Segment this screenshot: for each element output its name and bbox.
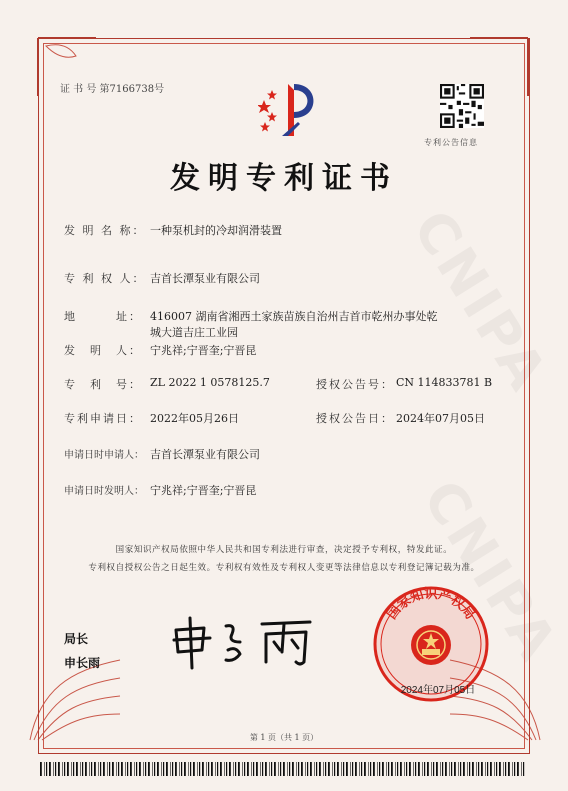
patent-number-value: ZL 2022 1 0578125.7 [150, 376, 270, 389]
notice-line-1: 国家知识产权局依照中华人民共和国专利法进行审查，决定授予专利权，特发此证。 [115, 545, 453, 555]
invention-name-value: 一种泵机封的冷却润滑装置 [150, 224, 282, 237]
qr-code-icon[interactable] [440, 84, 484, 128]
address-label: 地 址： [64, 310, 142, 323]
filing-date-value: 2022年05月26日 [150, 412, 239, 425]
certificate-number: 证 书 号 第7166738号 [60, 84, 165, 95]
patent-number-label: 专 利 号： [64, 378, 142, 391]
grant-pub-date-value: 2024年07月05日 [396, 412, 485, 425]
seal-text: 国家知识产权局 [384, 586, 478, 623]
page-number: 第 1 页（共 1 页） [249, 733, 319, 742]
inventor-label: 发 明 人： [64, 344, 142, 357]
qr-label: 专利公告信息 [424, 138, 478, 147]
patentee-label: 专 利 权 人： [64, 272, 146, 285]
inventor-at-filing-label: 申请日时发明人： [64, 486, 144, 497]
applicant-at-filing-value: 吉首长潭泵业有限公司 [150, 448, 260, 461]
invention-name-label: 发 明 名 称： [64, 224, 146, 237]
grant-pub-date-label: 授权公告日： [316, 412, 394, 425]
director-name: 申长雨 [64, 656, 101, 670]
applicant-at-filing-label: 申请日时申请人： [64, 450, 144, 461]
notice-line-2: 专利权自授权公告之日起生效。专利权有效性及专利权人变更等法律信息以专利登记簿记载为准。 [88, 563, 480, 573]
address-line2: 城大道吉庄工业园 [150, 326, 238, 339]
grant-pub-number-value: CN 114833781 B [396, 376, 493, 389]
grant-pub-number-label: 授权公告号： [316, 378, 394, 391]
document-title: 发明专利证书 [170, 161, 398, 196]
cnipa-emblem-icon [258, 78, 322, 142]
address-line1: 416007 湖南省湘西土家族苗族自治州吉首市乾州办事处乾 [150, 310, 438, 323]
filing-date-label: 专利申请日： [64, 412, 142, 425]
signature-icon [170, 612, 320, 672]
inventor-value: 宁兆祥;宁晋奎;宁晋昆 [150, 344, 257, 357]
barcode-icon [40, 762, 528, 776]
seal-date: 2024年07月05日 [400, 685, 476, 696]
patentee-value: 吉首长潭泵业有限公司 [150, 272, 260, 285]
inventor-at-filing-value: 宁兆祥;宁晋奎;宁晋昆 [150, 484, 257, 497]
director-title: 局长 [64, 632, 89, 646]
